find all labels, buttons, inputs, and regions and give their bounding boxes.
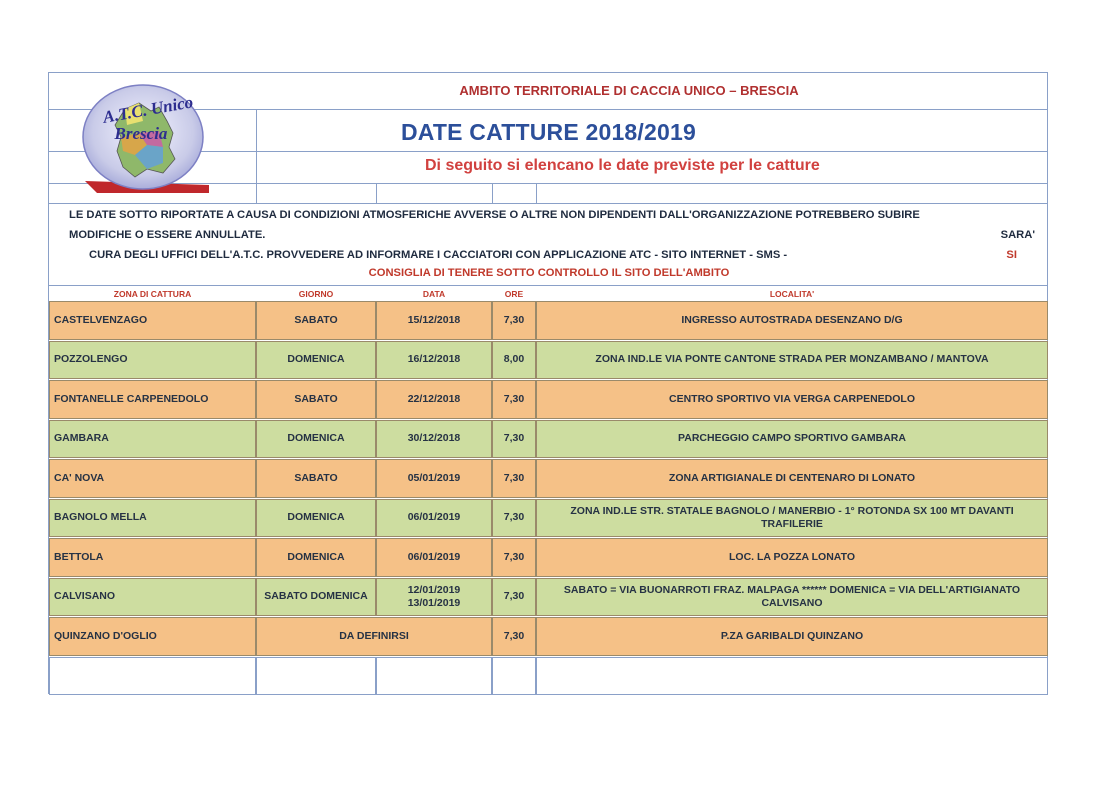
cell-data: 05/01/2019	[376, 459, 492, 498]
cell-zona: CALVISANO	[49, 578, 256, 617]
cell-giorno-data: DA DEFINIRSI	[256, 617, 492, 656]
grid-line	[49, 285, 1047, 286]
schedule-sheet	[48, 72, 1048, 694]
cell-data: 06/01/2019	[376, 538, 492, 577]
cell-giorno: DOMENICA	[256, 538, 376, 577]
cell-giorno: DOMENICA	[256, 341, 376, 380]
table-row	[49, 301, 1049, 340]
cell-giorno: DOMENICA	[256, 499, 376, 538]
table-row	[49, 617, 1049, 656]
table-row	[49, 499, 1049, 538]
page-subtitle: Di seguito si elencano le date previste per le catture	[425, 157, 820, 174]
col-header-zona: ZONA DI CATTURA	[113, 289, 192, 299]
table-row	[49, 578, 1049, 617]
cell-ore: 7,30	[492, 578, 536, 617]
cell-data-line: 13/01/2019	[407, 596, 461, 609]
cell-zona: POZZOLENGO	[49, 341, 256, 380]
cell-giorno: SABATO	[256, 301, 376, 340]
cell-data: 30/12/2018	[376, 420, 492, 459]
cell-ore: 8,00	[492, 341, 536, 380]
cell-localita: LOC. LA POZZA LONATO	[536, 538, 1048, 577]
cell-ore: 7,30	[492, 499, 536, 538]
cell-giorno: SABATO	[256, 459, 376, 498]
cell-data: 15/12/2018	[376, 301, 492, 340]
cell-giorno: DOMENICA	[256, 420, 376, 459]
column-headers	[49, 287, 1049, 301]
empty-cell	[49, 657, 256, 695]
grid-line	[536, 183, 537, 203]
cell-giorno: SABATO	[256, 380, 376, 419]
table-row	[49, 380, 1049, 419]
grid-line	[376, 183, 377, 203]
notice-line-2: MODIFICHE O ESSERE ANNULLATE.	[69, 229, 266, 241]
logo-text-bottom: Brescia	[114, 124, 168, 143]
atc-brescia-logo	[77, 81, 217, 199]
cell-ore: 7,30	[492, 617, 536, 656]
cell-zona: FONTANELLE CARPENEDOLO	[49, 380, 256, 419]
cell-localita: P.ZA GARIBALDI QUINZANO	[536, 617, 1048, 656]
grid-line	[49, 203, 1047, 204]
col-header-giorno: GIORNO	[298, 289, 334, 299]
empty-cell	[536, 657, 1048, 695]
cell-zona: BAGNOLO MELLA	[49, 499, 256, 538]
cell-data: 16/12/2018	[376, 341, 492, 380]
cell-localita: CENTRO SPORTIVO VIA VERGA CARPENEDOLO	[536, 380, 1048, 419]
cell-zona: BETTOLA	[49, 538, 256, 577]
cell-data	[376, 578, 492, 617]
cell-zona: CA' NOVA	[49, 459, 256, 498]
col-header-ore: ORE	[504, 289, 524, 299]
cell-giorno: SABATO DOMENICA	[256, 578, 376, 617]
notice-line-1: LE DATE SOTTO RIPORTATE A CAUSA DI CONDIZIONI ATMOSFERICHE AVVERSE O ALTRE NON DIPENDENTI DALL'ORGANIZZAZIONE POTREBBERO SUBIRE	[69, 209, 920, 221]
notice-line-4: CONSIGLIA DI TENERE SOTTO CONTROLLO IL SITO DELL'AMBITO	[368, 267, 730, 279]
cell-localita: SABATO = VIA BUONARROTI FRAZ. MALPAGA ****** DOMENICA = VIA DELL'ARTIGIANATO CALVISANO	[536, 578, 1048, 617]
logo-text-top: A.T.C. Unico	[101, 92, 195, 127]
cell-zona: QUINZANO D'OGLIO	[49, 617, 256, 656]
notice-line-3-right: SI	[1006, 249, 1017, 261]
cell-zona: CASTELVENZAGO	[49, 301, 256, 340]
grid-line	[256, 109, 257, 203]
empty-row	[49, 657, 1049, 695]
cell-data: 22/12/2018	[376, 380, 492, 419]
cell-ore: 7,30	[492, 380, 536, 419]
cell-localita: ZONA IND.LE VIA PONTE CANTONE STRADA PER MONZAMBANO / MANTOVA	[536, 341, 1048, 380]
cell-ore: 7,30	[492, 420, 536, 459]
cell-localita: ZONA ARTIGIANALE DI CENTENARO DI LONATO	[536, 459, 1048, 498]
table-row	[49, 538, 1049, 577]
cell-ore: 7,30	[492, 538, 536, 577]
cell-zona: GAMBARA	[49, 420, 256, 459]
empty-cell	[256, 657, 376, 695]
page-title: DATE CATTURE 2018/2019	[401, 119, 696, 145]
organization-name: AMBITO TERRITORIALE DI CACCIA UNICO – BRESCIA	[459, 83, 799, 98]
cell-localita: ZONA IND.LE STR. STATALE BAGNOLO / MANERBIO - 1° ROTONDA SX 100 MT DAVANTI TRAFILERIE	[536, 499, 1048, 538]
col-header-localita: LOCALITA'	[769, 289, 815, 299]
grid-line	[492, 183, 493, 203]
notice-line-2-right: SARA'	[1000, 229, 1035, 241]
col-header-data: DATA	[422, 289, 446, 299]
notice-line-3: CURA DEGLI UFFICI DELL'A.T.C. PROVVEDERE AD INFORMARE I CACCIATORI CON APPLICAZIONE ATC - SITO INTERNET - SMS -	[89, 249, 788, 261]
cell-localita: PARCHEGGIO CAMPO SPORTIVO GAMBARA	[536, 420, 1048, 459]
cell-data-line: 12/01/2019	[407, 583, 461, 596]
empty-cell	[492, 657, 536, 695]
cell-ore: 7,30	[492, 301, 536, 340]
cell-ore: 7,30	[492, 459, 536, 498]
table-row	[49, 459, 1049, 498]
empty-cell	[376, 657, 492, 695]
cell-data: 06/01/2019	[376, 499, 492, 538]
table-row	[49, 341, 1049, 380]
table-row	[49, 420, 1049, 459]
cell-localita: INGRESSO AUTOSTRADA DESENZANO D/G	[536, 301, 1048, 340]
